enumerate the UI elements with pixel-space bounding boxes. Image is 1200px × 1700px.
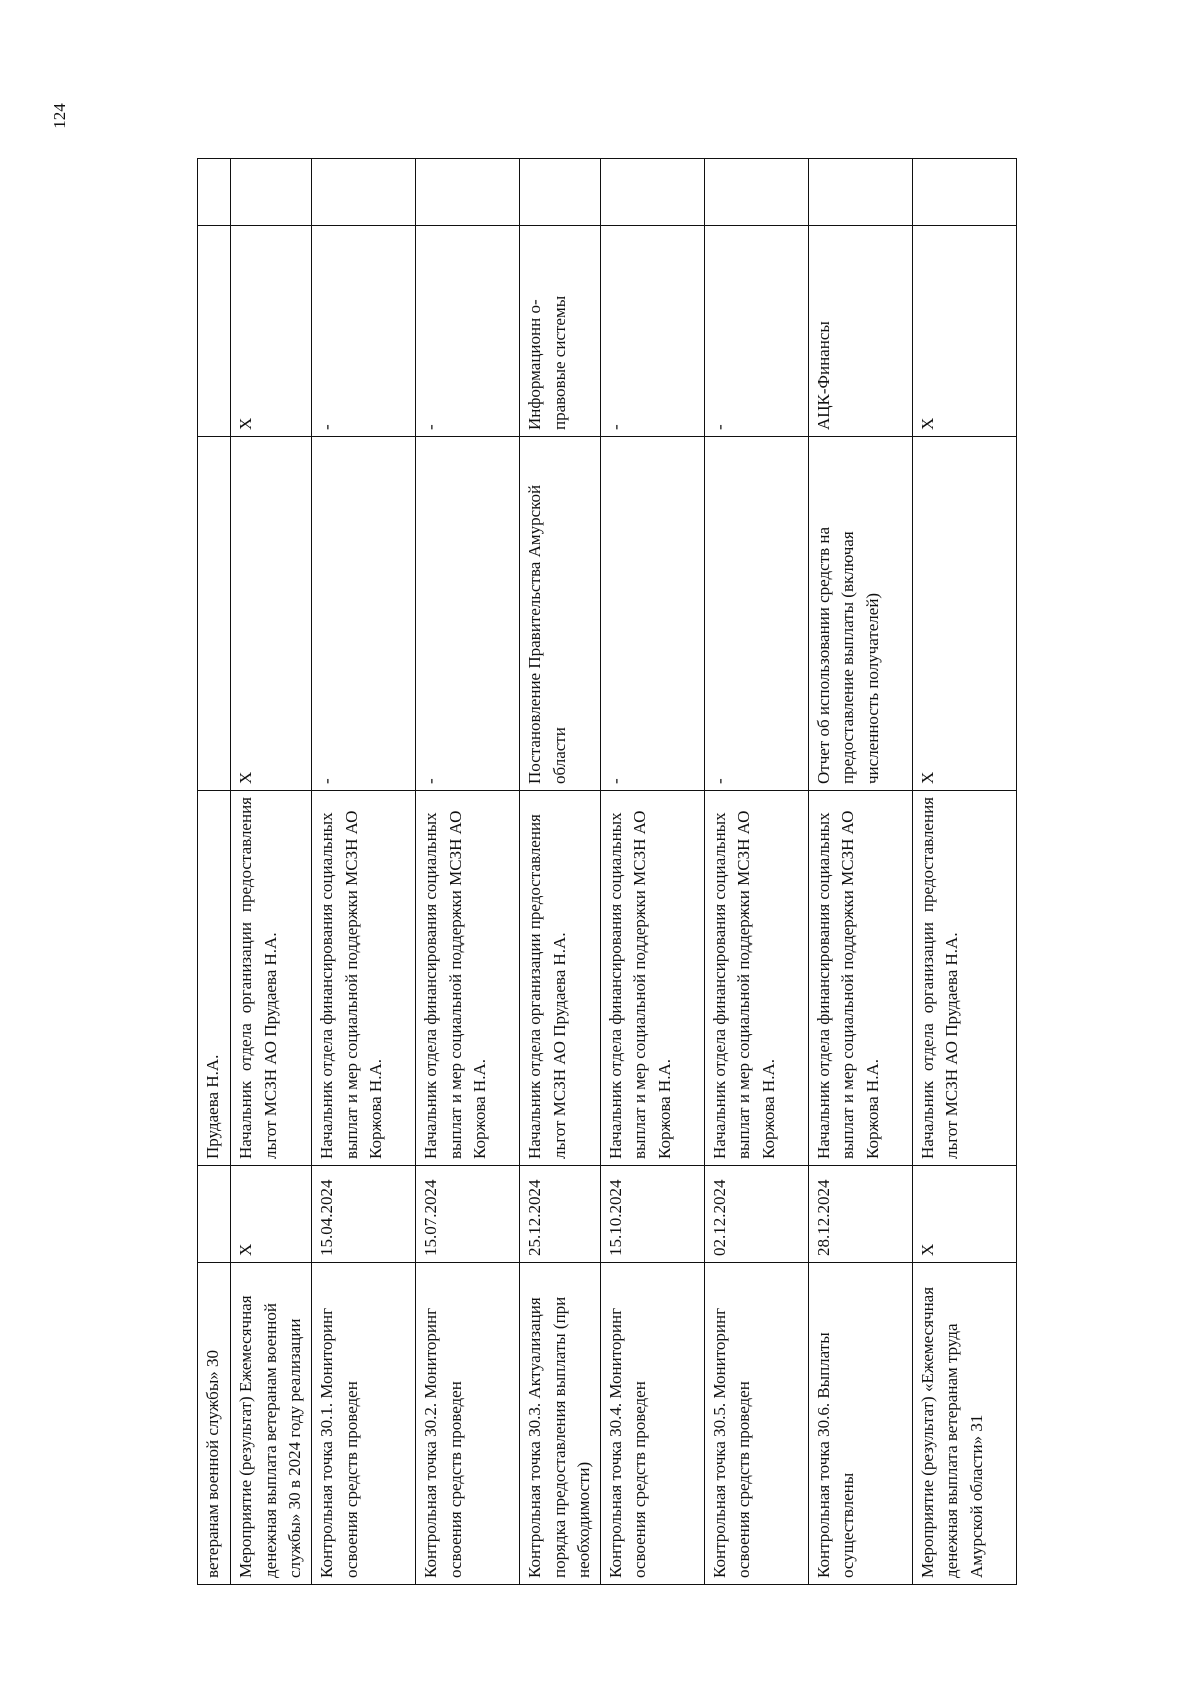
cell-document: - [415,437,519,791]
table-row [600,159,704,1585]
cell-name: Контрольная точка 30.3. Актуализация порядка предоставления выплаты (при необходимости) [519,1263,600,1585]
cell-name: ветеранам военной службы» 30 [198,1263,231,1585]
table-row [415,159,519,1585]
cell-extra [198,159,231,226]
table-row [808,159,912,1585]
cell-document: Отчет об использовании средств на предоставление выплаты (включая численность получателей) [808,437,912,791]
cell-system: X [231,226,312,437]
cell-responsible: Начальник отдела организации предоставления льгот МСЗН АО Прудаева Н.А. [519,791,600,1166]
cell-system: - [311,226,415,437]
cell-extra [415,159,519,226]
cell-extra [231,159,312,226]
cell-name: Мероприятие (результат) Ежемесячная денежная выплата ветеранам военной службы» 30 в 2024 году реализации [231,1263,312,1585]
cell-system: - [415,226,519,437]
table-row-continued [198,159,231,1585]
cell-name: Мероприятие (результат) «Ежемесячная денежная выплата ветеранам труда Амурской области» 31 [912,1263,1016,1585]
cell-date: X [231,1166,312,1263]
cell-date: 15.10.2024 [600,1166,704,1263]
cell-date: 25.12.2024 [519,1166,600,1263]
cell-extra [519,159,600,226]
cell-responsible: Начальник отдела финансирования социальных выплат и мер социальной поддержки МСЗН АО Коржова Н.А. [808,791,912,1166]
cell-system: АЦК-Финансы [808,226,912,437]
cell-name: Контрольная точка 30.6. Выплаты осуществлены [808,1263,912,1585]
cell-responsible: Начальник отдела финансирования социальных выплат и мер социальной поддержки МСЗН АО Коржова Н.А. [600,791,704,1166]
cell-document: X [912,437,1016,791]
cell-date: 02.12.2024 [704,1166,808,1263]
cell-document: - [704,437,808,791]
table-row [311,159,415,1585]
cell-system: - [600,226,704,437]
cell-system: X [912,226,1016,437]
table-row [912,159,1016,1585]
cell-extra [808,159,912,226]
plan-table [197,158,1017,1585]
cell-system: - [704,226,808,437]
cell-responsible: Начальник отдела финансирования социальных выплат и мер социальной поддержки МСЗН АО Коржова Н.А. [704,791,808,1166]
cell-date: X [912,1166,1016,1263]
rotated-table-sheet [0,158,1200,1658]
cell-name: Контрольная точка 30.4. Мониторинг освоения средств проведен [600,1263,704,1585]
cell-date: 28.12.2024 [808,1166,912,1263]
cell-responsible: Начальник отдела организации предоставления льгот МСЗН АО Прудаева Н.А. [912,791,1016,1166]
cell-responsible: Начальник отдела финансирования социальных выплат и мер социальной поддержки МСЗН АО Коржова Н.А. [415,791,519,1166]
cell-name: Контрольная точка 30.1. Мониторинг освоения средств проведен [311,1263,415,1585]
cell-responsible: Начальник отдела организации предоставления льгот МСЗН АО Прудаева Н.А. [231,791,312,1166]
cell-responsible: Начальник отдела финансирования социальных выплат и мер социальной поддержки МСЗН АО Коржова Н.А. [311,791,415,1166]
cell-extra [704,159,808,226]
cell-extra [600,159,704,226]
table-row [231,159,312,1585]
cell-date [198,1166,231,1263]
cell-name: Контрольная точка 30.2. Мониторинг освоения средств проведен [415,1263,519,1585]
cell-document: X [231,437,312,791]
cell-date: 15.07.2024 [415,1166,519,1263]
cell-responsible: Прудаева Н.А. [198,791,231,1166]
cell-document: - [311,437,415,791]
cell-document [198,437,231,791]
cell-document: - [600,437,704,791]
cell-document: Постановление Правительства Амурской области [519,437,600,791]
cell-name: Контрольная точка 30.5. Мониторинг освоения средств проведен [704,1263,808,1585]
table-row [704,159,808,1585]
cell-extra [311,159,415,226]
cell-date: 15.04.2024 [311,1166,415,1263]
page-number: 124 [50,103,69,129]
cell-system: Информационн о-правовые системы [519,226,600,437]
cell-system [198,226,231,437]
cell-extra [912,159,1016,226]
table-row [519,159,600,1585]
